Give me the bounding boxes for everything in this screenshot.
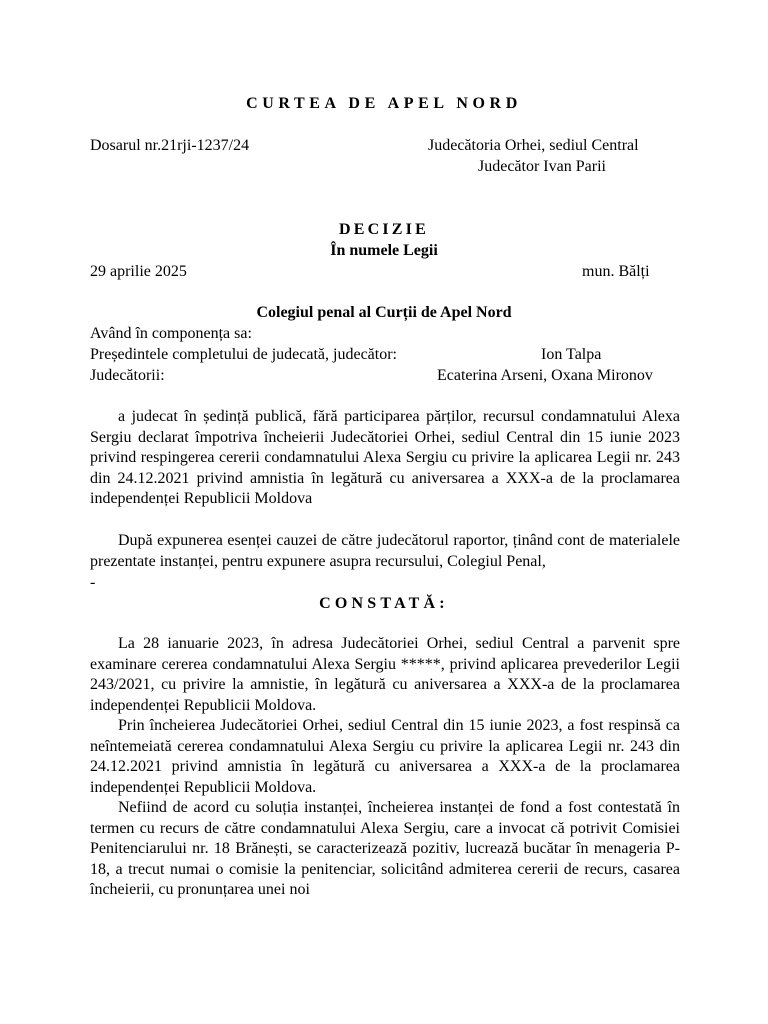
first-instance-judge: Judecător Ivan Parii [478,158,606,175]
decision-subtitle: În numele Legii [330,242,438,259]
judges-names: Ecaterina Arseni, Oxana Mironov [437,367,653,384]
constata-paragraph: La 28 ianuarie 2023, în adresa Judecătoriei Orhei, sediul Central a parvenit spre examinare cererea condamnatului Alexa Sergiu *****, privind aplicarea prevederilor Legii 243/2021, cu privire la amnistie, în legătură cu aniversarea a XXX-a de la proclamarea independenței Republicii Moldova. [90,635,680,714]
composition-label: Având în componența sa: [90,325,252,342]
decision-title: DECIZIE [339,221,429,238]
intro-section-2 [90,531,680,572]
constata-heading: CONSTATĂ: [319,595,449,612]
constata-paragraph: Nefiind de acord cu soluția instanței, încheierea instanței de fond a fost contestată în termen cu recurs de către condamnatului Alexa Sergiu, care a invocat că potrivit Comisiei Penitenciarului nr. 18 Brănești, se caracterizează pozitiv, lucrează bucătar în menageria P-18, a trecut numai o comisie la penitenciar, solicitând admiterea cererii de recurs, casarea încheierii, cu pronunțarea unei noi [90,799,680,898]
president-label: Președintele completului de judecată, judecător: [90,346,397,363]
decision-place: mun. Bălți [582,263,650,280]
intro-section [90,407,680,510]
court-name: CURTEA DE APEL NORD [246,95,522,112]
decision-date: 29 aprilie 2025 [90,263,187,280]
constata-body [90,634,680,901]
president-name: Ion Talpa [541,346,602,363]
first-instance-court: Judecătoria Orhei, sediul Central [428,137,639,154]
constata-paragraph: Prin încheierea Judecătoriei Orhei, sediul Central din 15 iunie 2023, a fost respinsă ca neîntemeiată cererea condamnatului Alexa Sergiu cu privire la aplicarea Legii nr. 243 din 24.12.2021 privind amnistia în legătură cu aniversarea a XXX-a de la proclamarea independenței Republicii Moldova. [90,717,680,796]
intro-paragraph-2: După expunerea esenței cauzei de către judecătorul raportor, ținând cont de materialele prezentate instanței, pentru expunere asupra recursului, Colegiul Penal, [90,532,680,570]
judges-label: Judecătorii: [90,367,165,384]
college-name: Colegiul penal al Curții de Apel Nord [256,304,512,321]
intro-paragraph-1: a judecat în ședință publică, fără participarea părților, recursul condamnatului Alexa Sergiu declarat împotriva încheierii Judecătoriei Orhei, sediul Central din 15 iunie 2023 privind respingerea cererii condamnatului Alexa Sergiu cu privire la aplicarea Legii nr. 243 din 24.12.2021 privind amnistia în legătură cu aniversarea a XXX-a de la proclamarea independenței Republicii Moldova [90,408,680,507]
separator-dash: - [90,574,96,591]
case-number: Dosarul nr.21rji-1237/24 [90,137,250,154]
